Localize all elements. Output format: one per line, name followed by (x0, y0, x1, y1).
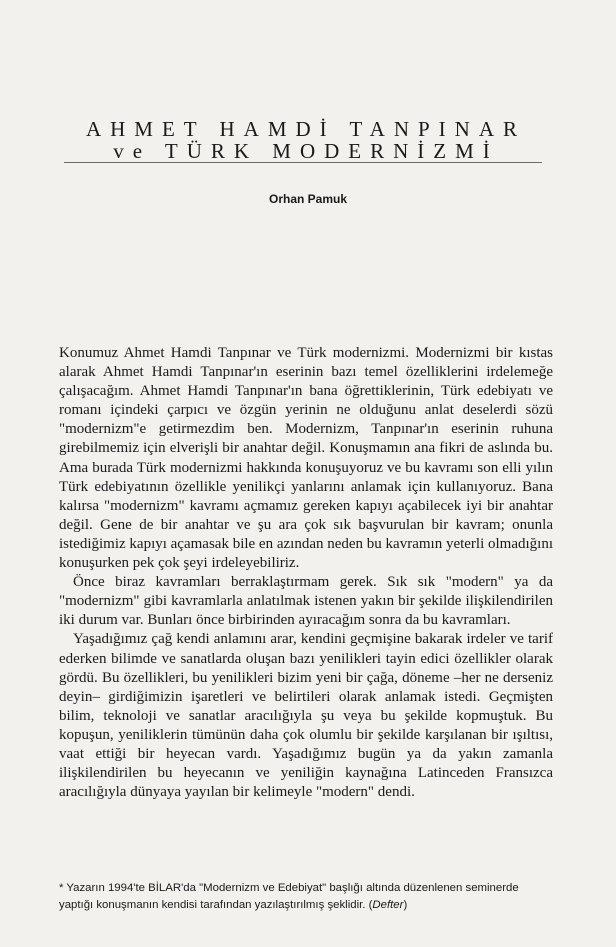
title-line-1: AHMET HAMDİ TANPINAR (85, 117, 527, 141)
paragraph-2: Önce biraz kavramları berraklaştırmam gerek. Sık sık "modern" ya da "modernizm" gibi kavramlarla anlatılmak istenen yakın bir şekilde ilişkilendirilen iki durum var. Bunları önce birbirinden ayıracağım sonra da bu kavramları. (59, 574, 553, 629)
footnote: * Yazarın 1994'te BİLAR'da "Modernizm ve Edebiyat" başlığı altında düzenlenen seminerde yaptığı konuşmanın kendisi tarafından yazılaştırılmış şeklidir. (Defter) (59, 882, 519, 911)
footnote-text: * Yazarın 1994'te BİLAR'da "Modernizm ve Edebiyat" başlığı altında düzenlenen seminerde yaptığı konuşmanın kendisi tarafından yazılaştırılmış şeklidir. (59, 882, 519, 911)
article-body (59, 344, 553, 802)
title-line-2: ve TÜRK MODERNİZMİ (113, 139, 499, 163)
author-name: Orhan Pamuk (268, 192, 348, 206)
paragraph-3: Yaşadığımız çağ kendi anlamını arar, kendini geçmişine bakarak irdeler ve tarif ederken bilimde ve sanatlarda oluşan bazı yenilikleri tayin edici özellikler olarak gördü. Bu özellikleri, bu yenilikleri bizim yeni bir çağa, döneme –her ne derseniz deyin– girdiğimizin işaretleri ve belirtileri olarak anlamak istedi. Geçmişten bilim, teknoloji ve sanatlar aracılığıyla şu veya bu şekilde kopmuştuk. Bu kopuşun, yeniliklerin tümünün daha çok olumlu bir şekilde karşılanan bir ışıltısı, vaat ettiği bir heyecan vardı. Yaşadığımız bugün ya da yakın zamanla ilişkilendirilen bu heyecanın ve yeniliğin kaynağına Latinceden Fransızca aracılığıyla dünyaya yayılan bir kelimeyle "modern" dendi. (59, 631, 553, 801)
footnote-source: Defter (372, 899, 404, 911)
title-divider (64, 162, 542, 163)
paragraph-1: Konumuz Ahmet Hamdi Tanpınar ve Türk modernizmi. Modernizmi bir kıstas alarak Ahmet Hamdi Tanpınar'ın eserinin bazı temel özelliklerini irdelemeğe çalışacağım. Ahmet Hamdi Tanpınar'ın bana öğrettiklerinin, Türk edebiyatı ve romanı içindeki çarpıcı ve özgün yerinin ne olduğunu anlat deselerdi sözü "modernizm"e getirmezdim ben. Modernizm, Tanpınar'ın eserinin ruhuna girebilmemiz için elverişli bir anahtar değil. Konuşmamın ana fikri de aslında bu. Ama burada Türk modernizmi hakkında konuşuyoruz ve bu kavramı son elli yılın Türk edebiyatının özellikle yenilikçi yanlarını anlamak için kullanıyoruz. Bana kalırsa "modernizm" kavramı açmamız gereken kapıyı açabilecek iyi bir anahtar değil. Gene de bir anahtar ve şu ara çok sık başvurulan bir kavram; onunla istediğimiz kapıyı açamasak bile en azından neden bu kavramın yeterli olmadığını konuşurken pek çok şeyi irdeleyebiliriz. (59, 345, 554, 572)
